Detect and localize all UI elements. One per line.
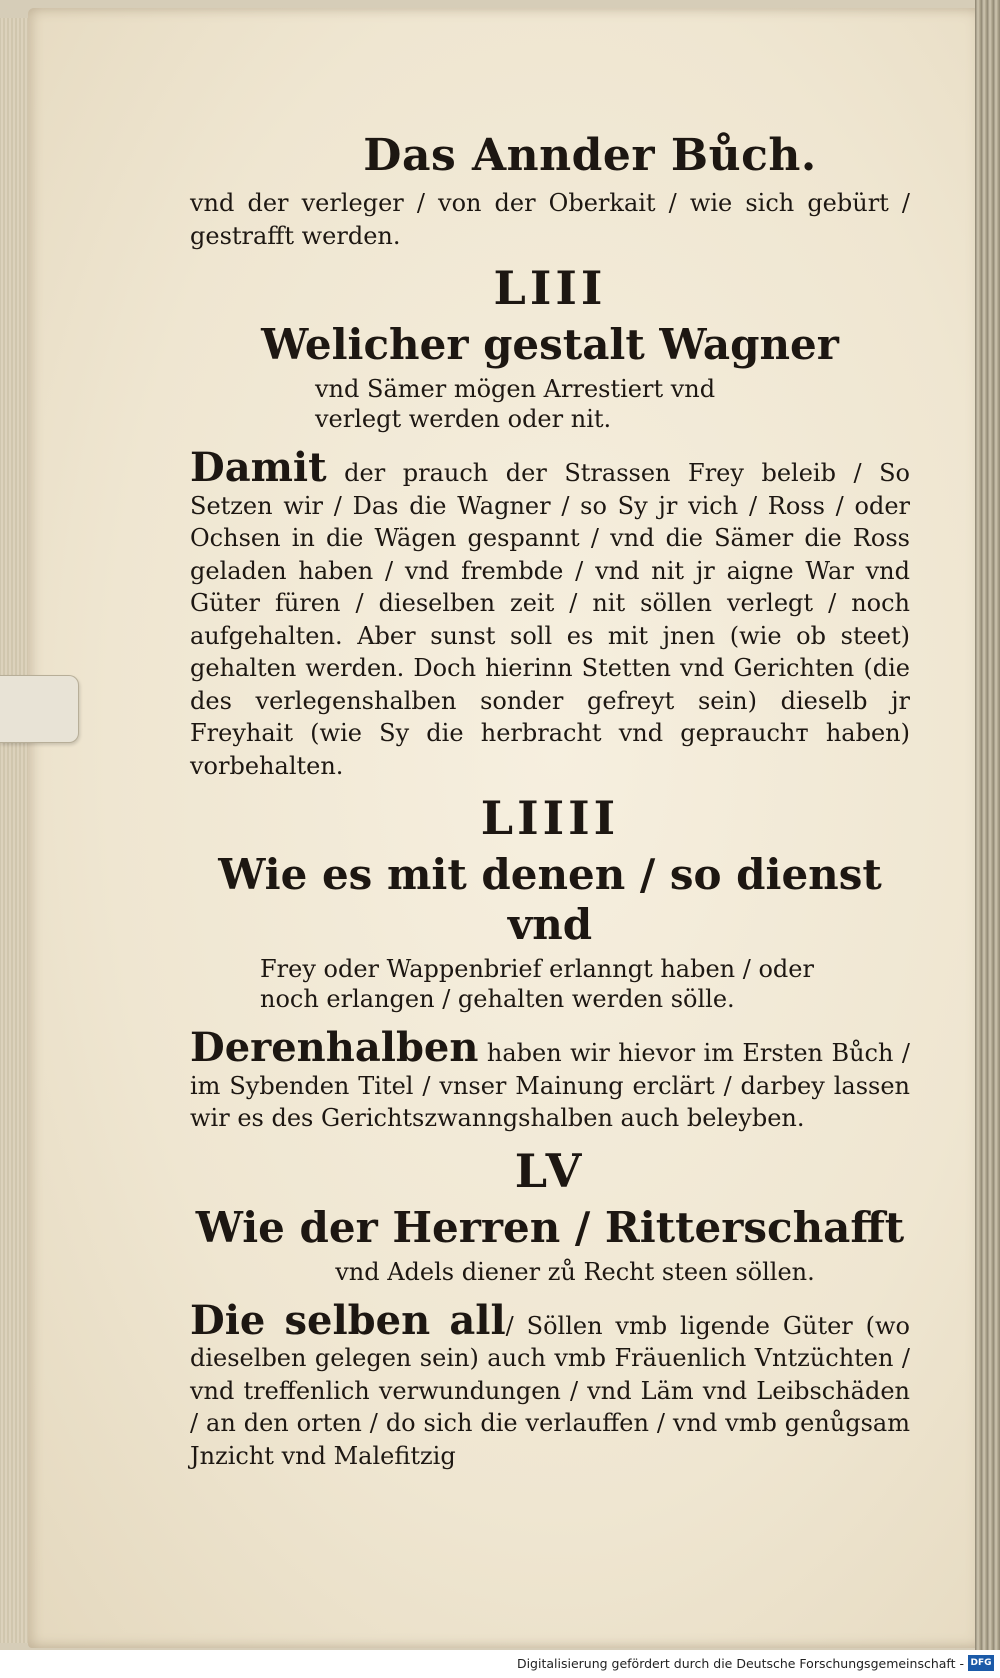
section-numeral: LIIII — [480, 791, 620, 845]
paragraph-body: / Söllen vmb ligende Güter (wo dieselben gelegen sein) auch vmb Fräuenlich Vntzüchten / vnd treffenlich verwundungen / vnd Läm vnd Leibschäden / an den orten / do sich die verlauffen / vnd vmb genůgsam Jnzicht vnd Malefitzig — [190, 1311, 911, 1470]
footer-bar — [0, 1650, 1000, 1678]
initial-words: Die selben all — [190, 1296, 506, 1344]
bookmark-tab — [0, 675, 79, 743]
section-subheading: vnd Adels diener zů Recht steen söllen. — [335, 1257, 815, 1286]
running-head: Das Annder Bůch. — [363, 130, 817, 181]
initial-words: Derenhalben — [190, 1024, 479, 1071]
digitization-credit: Digitalisierung gefördert durch die Deutsche Forschungsgemeinschaft - — [516, 1656, 964, 1671]
section-paragraph — [190, 444, 910, 782]
page-text — [190, 130, 910, 1472]
dfg-logo: DFG — [968, 1655, 994, 1671]
section-numeral: LV — [514, 1143, 586, 1198]
section-numeral: LIII — [493, 261, 607, 315]
section-heading: Welicher gestalt Wagner — [261, 320, 839, 369]
section-subheading: Frey oder Wappenbrief erlanngt haben / oder noch erlangen / gehalten werden sölle. — [260, 955, 814, 1013]
page-edges-right — [975, 0, 1000, 1650]
continuation-paragraph: vnd der verleger / von der Oberkait / wie sich gebürt / gestrafft werden. — [190, 189, 910, 250]
section-paragraph — [190, 1296, 911, 1473]
initial-words: Damit — [190, 444, 327, 491]
section-54 — [190, 790, 910, 1135]
section-heading: Wie der Herren / Ritterschafft — [195, 1202, 905, 1252]
paragraph-body: haben wir hievor im Ersten Bůch / im Sybenden Titel / vnser Mainung erclärt / darbey lassen wir es des Gerichtszwanngshalben auch beleyben. — [190, 1039, 910, 1132]
section-53 — [190, 260, 910, 782]
section-heading: Wie es mit denen / so dienst vnd — [218, 850, 882, 949]
section-55 — [190, 1143, 910, 1473]
section-paragraph — [190, 1024, 910, 1135]
paragraph-body: der prauch der Strassen Frey beleib / So Setzen wir / Das die Wagner / so Sy jr vich / Ross / oder Ochsen in die Wägen gespannt / vnd die Sämer die Ross geladen haben / vnd frembde / vnd nit jr aigne War vnd Güter füren / dieselben zeit / nit söllen verlegt / noch aufgehalten. Aber sunst soll es mit jnen (wie ob steet) gehalten werden. Doch hierinn Stetten vnd Gerichten (die des verlegenshalben sonder gefreyt sein) dieselb jr Freyhait (wie Sy die herbracht vnd geprauchт haben) vorbehalten. — [190, 459, 910, 780]
section-subheading: vnd Sämer mögen Arrestiert vnd verlegt werden oder nit. — [315, 375, 716, 433]
